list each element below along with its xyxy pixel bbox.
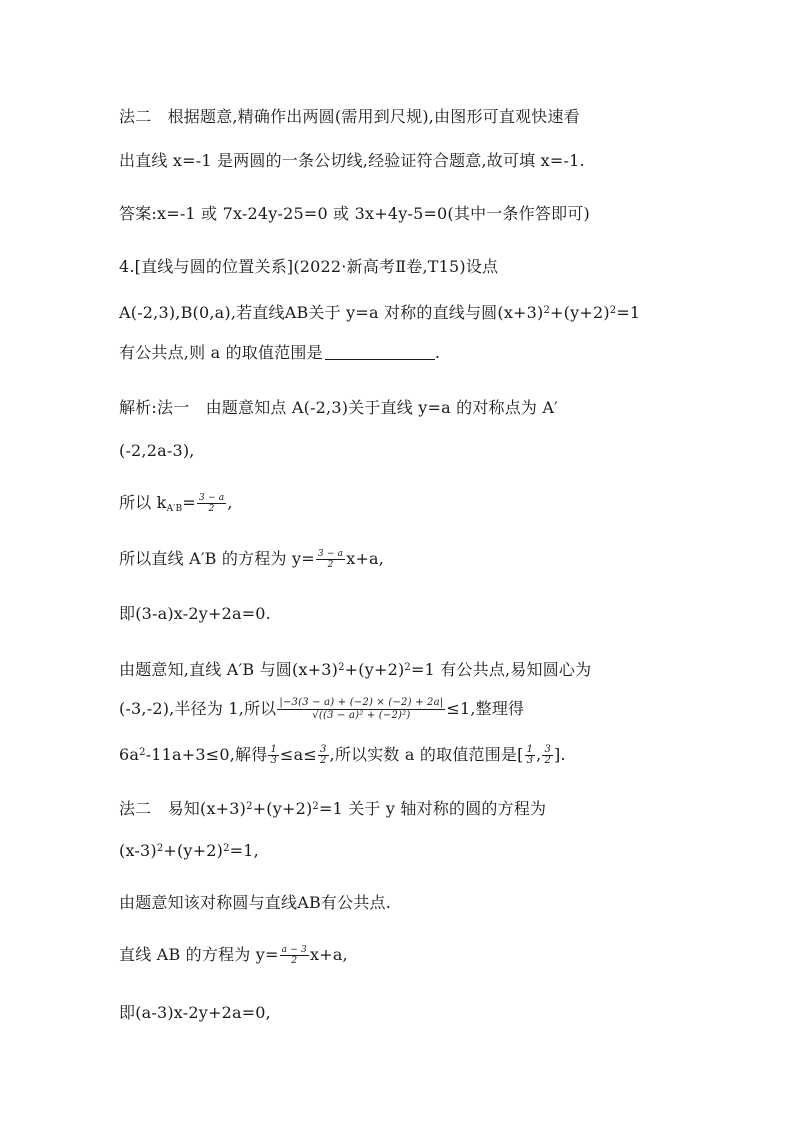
numerator: 3 − a — [317, 549, 344, 559]
denominator: 2 — [319, 755, 327, 766]
text: +(y+2) — [252, 799, 313, 818]
superscript: 2 — [543, 305, 551, 316]
solution-line: 即(3-a)x-2y+2a=0. — [119, 604, 271, 623]
text: 由题意知,直线 A′B 与圆(x+3) — [119, 660, 339, 679]
numerator: 3 − a — [198, 493, 225, 503]
numerator: 3 — [544, 744, 551, 755]
problem-statement — [119, 342, 440, 364]
solution-line — [119, 796, 546, 820]
problem-title: 4.[直线与圆的位置关系](2022·新高考Ⅱ卷,T15)设点 — [119, 257, 499, 276]
text: (x-3) — [119, 841, 157, 860]
solution-line: (-2,2a-3), — [119, 441, 195, 460]
numerator: |−3(3 − a) + (−2) × (−2) + 2a| — [279, 697, 444, 708]
solution-line: 由题意知该对称圆与直线AB有公共点. — [119, 893, 391, 912]
numerator: 3 — [319, 744, 327, 755]
text: 直线 AB 的方程为 y= — [119, 945, 279, 964]
fraction — [316, 549, 345, 570]
denominator: 3 — [526, 755, 534, 766]
superscript: 2 — [312, 801, 319, 812]
superscript: 2 — [156, 843, 164, 854]
numerator: a − 3 — [281, 945, 307, 955]
solution-line — [119, 944, 348, 966]
text: 有公共点,则 a 的取值范围是 — [119, 343, 323, 362]
text: =1 — [616, 303, 641, 322]
text: +(y+2) — [163, 841, 224, 860]
denominator: √((3 − a)² + (−2)²) — [312, 710, 411, 721]
denominator: 2 — [208, 504, 215, 514]
denominator: 3 — [270, 755, 278, 766]
text: =1, — [229, 841, 259, 860]
solution-line — [119, 657, 591, 681]
superscript: 2 — [223, 843, 230, 854]
paragraph-line: 出直线 x=-1 是两圆的一条公切线,经验证符合题意,故可填 x=-1. — [119, 151, 585, 170]
text: (-3,-2),半径为 1,所以 — [119, 699, 277, 718]
numerator: 1 — [526, 744, 534, 755]
text: x+a, — [309, 945, 348, 964]
solution-line — [119, 742, 566, 766]
superscript: 2 — [404, 662, 411, 673]
text: ≤1,整理得 — [446, 699, 525, 718]
text: ]. — [554, 745, 566, 764]
numerator: 1 — [270, 744, 278, 755]
superscript: 2 — [609, 305, 617, 316]
text: =1 有公共点,易知圆心为 — [410, 660, 592, 679]
text: 所以 k — [119, 493, 167, 512]
distance-fraction — [277, 697, 445, 722]
text: ,所以实数 a 的取值范围是[ — [329, 745, 524, 764]
text: +(y+2) — [550, 303, 610, 322]
solution-line — [119, 548, 384, 570]
text: = — [182, 493, 196, 512]
text: ≤a≤ — [280, 745, 317, 764]
answer-line: 答案:x=-1 或 7x-24y-25=0 或 3x+4y-5=0(其中一条作答即可) — [119, 204, 590, 223]
fraction — [525, 745, 536, 766]
fraction — [268, 745, 279, 766]
subscript: A′B — [166, 504, 183, 514]
problem-statement — [119, 300, 640, 324]
superscript: 2 — [246, 801, 253, 812]
text: 6a — [119, 745, 140, 764]
text: , — [227, 493, 233, 512]
text: =1 关于 y 轴对称的圆的方程为 — [318, 799, 547, 818]
solution-line — [119, 492, 233, 520]
text: , — [536, 745, 542, 764]
text: A(-2,3),B(0,a),若直线AB关于 y=a 对称的直线与圆(x+3) — [119, 303, 544, 322]
superscript: 2 — [139, 747, 146, 758]
paragraph-line: 法二 根据题意,精确作出两圆(需用到尺规),由图形可直观快速看 — [119, 107, 580, 126]
solution-line: 解析:法一 由题意知点 A(-2,3)关于直线 y=a 的对称点为 A′ — [119, 398, 558, 417]
denominator: 2 — [327, 560, 334, 570]
denominator: 2 — [544, 755, 551, 766]
text: . — [434, 343, 441, 362]
superscript: 2 — [338, 662, 345, 673]
fraction — [318, 745, 329, 766]
denominator: 2 — [291, 956, 298, 966]
text: x+a, — [346, 549, 385, 568]
solution-line — [119, 838, 259, 862]
solution-line: 即(a-3)x-2y+2a=0, — [119, 1003, 271, 1022]
solution-line — [119, 697, 524, 722]
text: -11a+3≤0,解得 — [145, 745, 268, 764]
fraction — [280, 945, 309, 966]
text: +(y+2) — [344, 660, 405, 679]
text: 法二 易知(x+3) — [119, 799, 247, 818]
fraction — [197, 493, 226, 514]
text: 所以直线 A′B 的方程为 y= — [119, 549, 315, 568]
fraction — [542, 745, 553, 766]
answer-blank — [325, 343, 435, 360]
